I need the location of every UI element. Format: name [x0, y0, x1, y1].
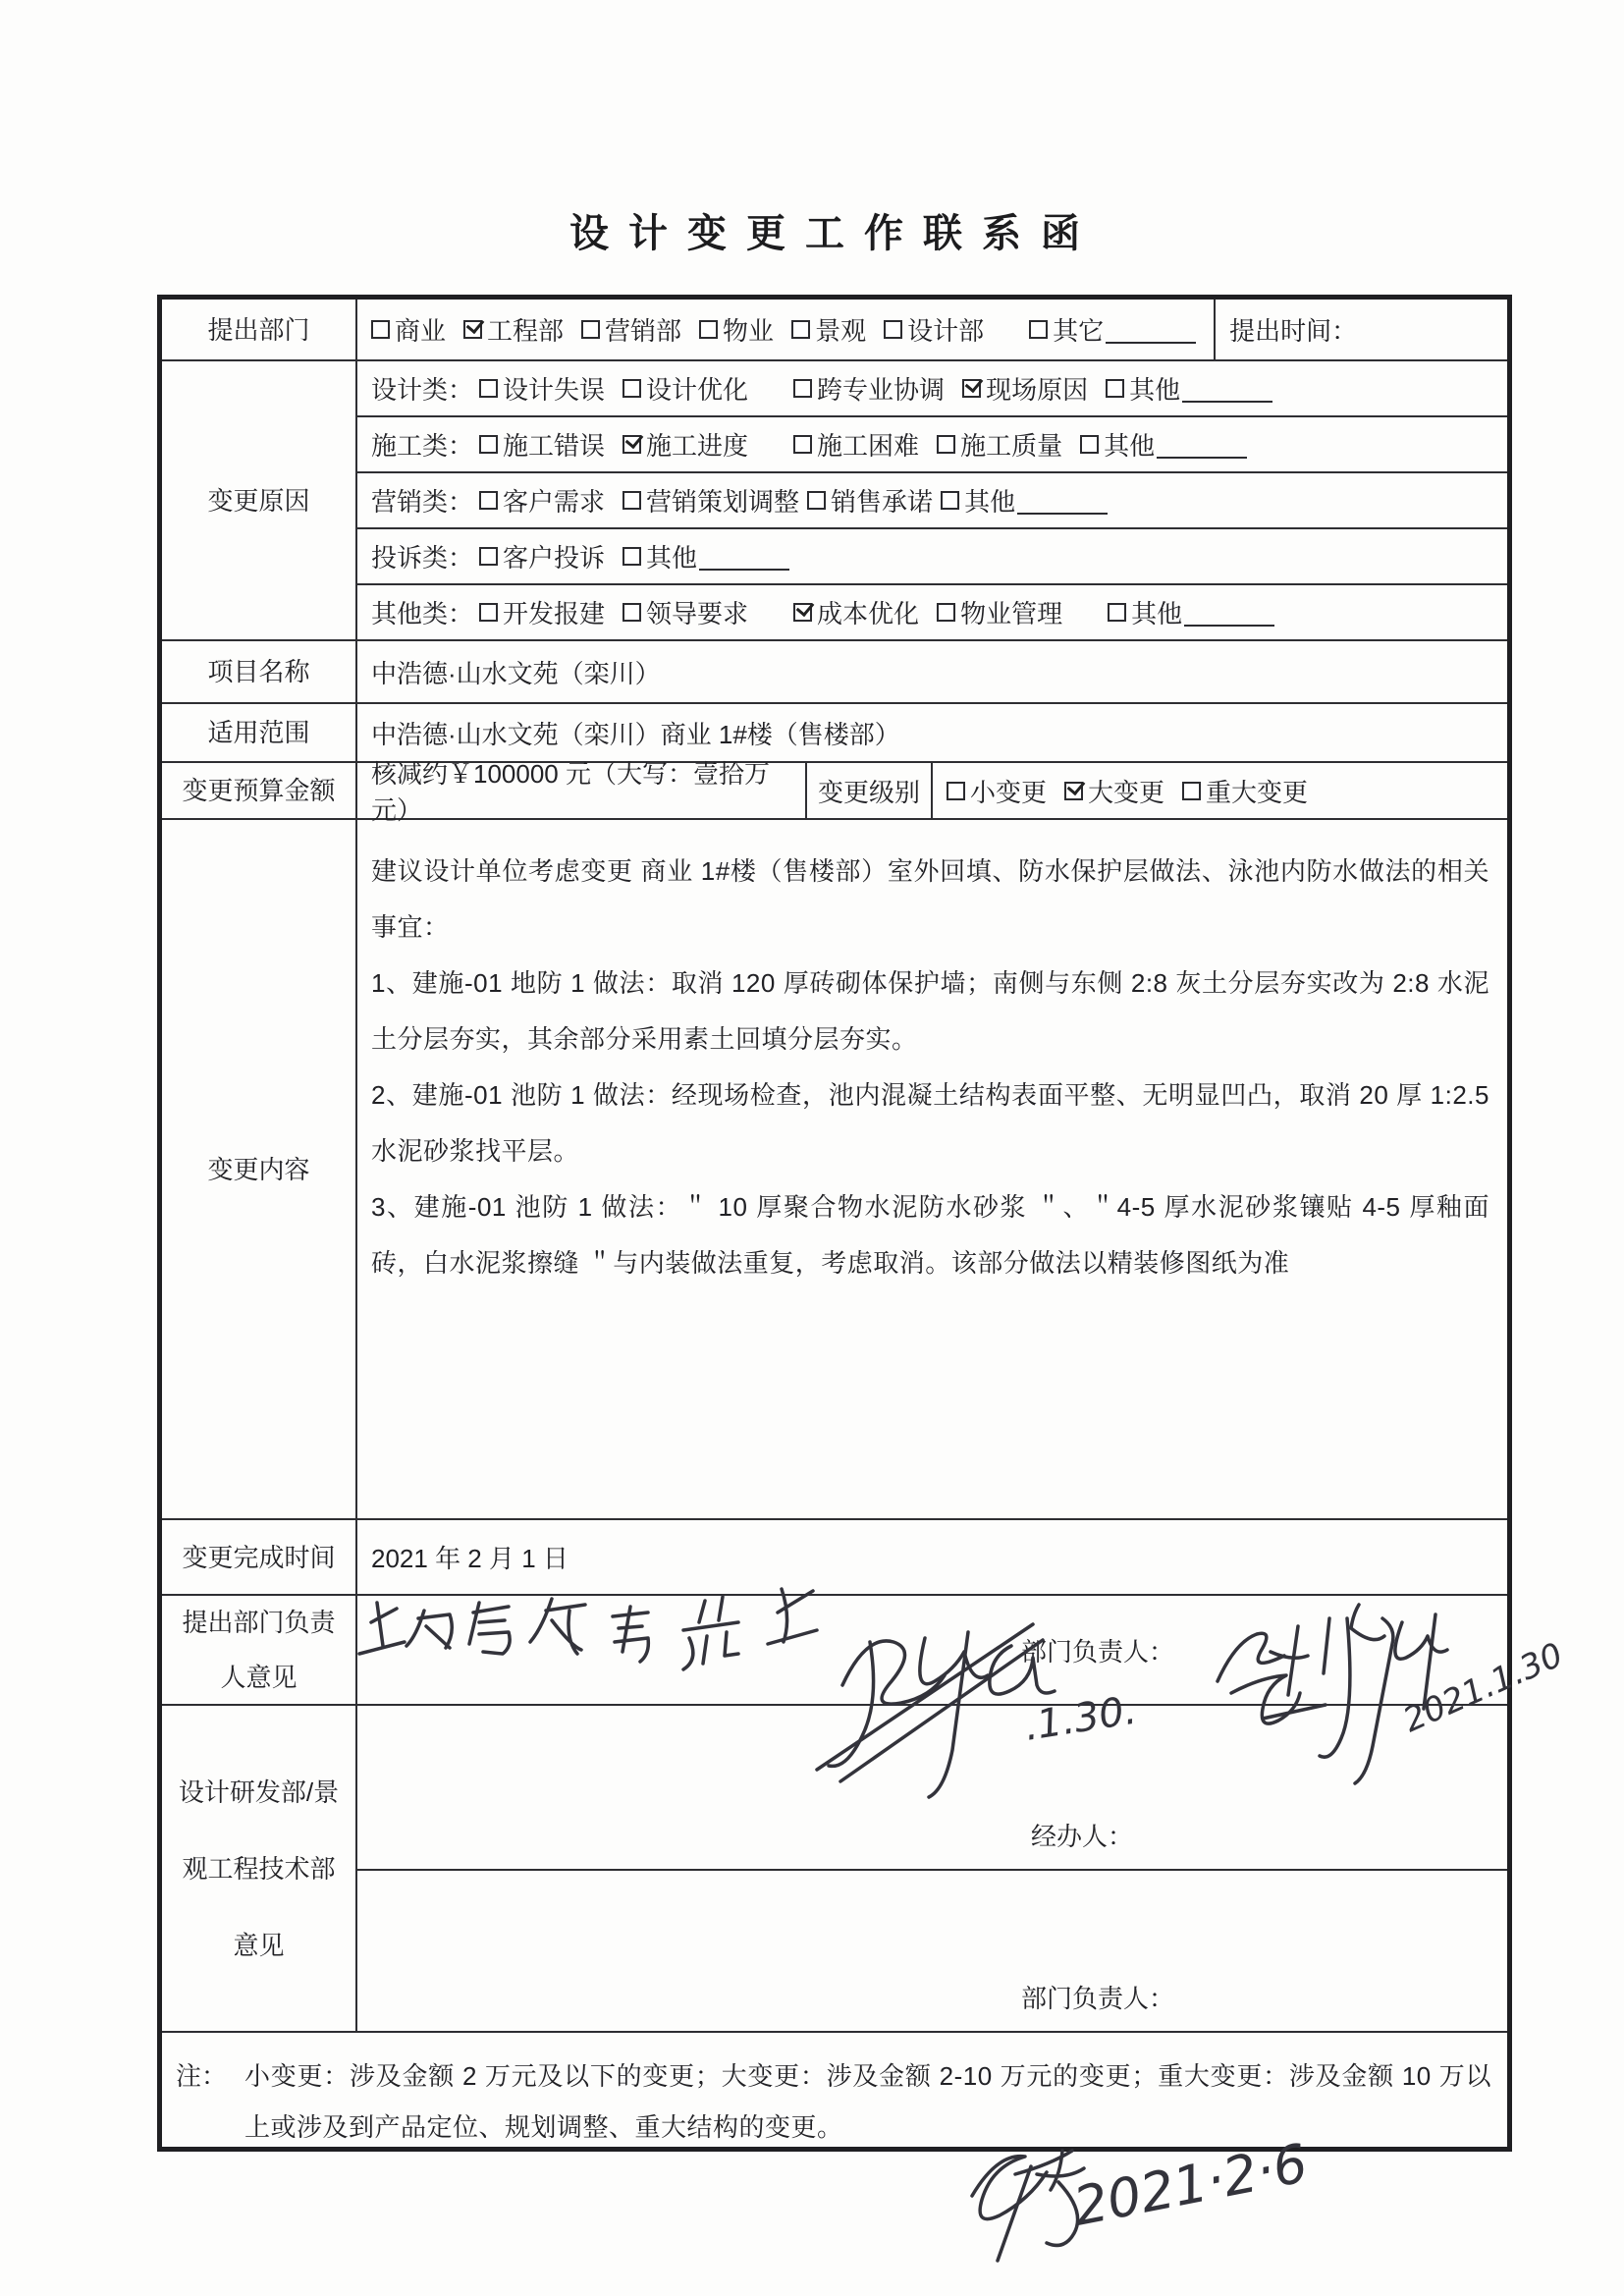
label-change-level: 变更级别	[817, 777, 920, 807]
cell-change-level-options	[933, 763, 1507, 818]
checkbox-option: 其他	[1108, 594, 1274, 630]
checkbox-icon	[623, 435, 641, 454]
checkbox-icon	[479, 435, 498, 454]
checkbox-icon	[699, 320, 718, 339]
budget-amount: 核减约￥100000 元（大写：壹拾万元）	[371, 759, 770, 825]
label-proposer-opinion: 提出部门负责人意见	[162, 1596, 357, 1704]
checkbox-icon	[791, 320, 810, 339]
checkbox-icon	[807, 491, 826, 510]
checkbox-option: 大变更	[1064, 773, 1164, 809]
checkbox-option: 重大变更	[1182, 773, 1308, 809]
checkbox-icon	[623, 547, 641, 566]
checkbox-icon	[962, 379, 981, 398]
label-change-content: 变更内容	[162, 820, 357, 1518]
label-dept-head: 部门负责人：	[1021, 1984, 1175, 2013]
checkbox-option: 设计优化	[623, 370, 748, 407]
blank-line	[1157, 431, 1247, 459]
checkbox-option: 施工困难	[793, 426, 919, 463]
label-dept-head: 部门负责人：	[1021, 1636, 1175, 1667]
reason-row-construction: 施工类： 施工错误 施工进度 施工困难 施工质量 其他	[357, 417, 1507, 473]
label-design-opinion: 设计研发部/景观工程技术部意见	[162, 1706, 357, 2031]
checkbox-option: 客户需求	[479, 482, 605, 519]
reason-row-complaint: 投诉类： 客户投诉 其他	[357, 529, 1507, 585]
checkbox-icon	[1108, 603, 1126, 622]
checkbox-icon	[479, 379, 498, 398]
page-title: 设计变更工作联系函	[569, 212, 1100, 255]
reason-row-other: 其他类： 开发报建 领导要求 成本优化 物业管理 其他	[357, 585, 1507, 639]
checkbox-option: 施工质量	[937, 426, 1062, 463]
subcell-handler	[357, 1706, 1507, 1871]
blank-line	[699, 543, 789, 571]
handwritten-date: 2021.1.30	[1397, 1635, 1569, 1741]
blank-line	[1184, 599, 1274, 627]
reason-row-design: 设计类： 设计失误 设计优化 跨专业协调 现场原因 其他	[357, 361, 1507, 417]
handwritten-date: .1.30.	[1021, 1687, 1140, 1750]
form-table	[157, 295, 1512, 2152]
label-proposing-dept: 提出部门	[162, 300, 357, 359]
row-proposer-opinion	[162, 1596, 1507, 1706]
content-paragraph: 建议设计单位考虑变更 商业 1#楼（售楼部）室外回填、防水保护层做法、泳池内防水做法的相关事宜：	[371, 856, 1489, 942]
row-design-opinion	[162, 1706, 1507, 2033]
checkbox-option: 其他	[1106, 370, 1272, 407]
label-completion-time: 变更完成时间	[162, 1520, 357, 1594]
checkbox-icon	[884, 320, 902, 339]
checkbox-option: 现场原因	[962, 370, 1088, 407]
row-project-name	[162, 641, 1507, 704]
checkbox-option: 营销部	[581, 311, 681, 348]
checkbox-icon	[941, 491, 959, 510]
checkbox-option: 设计部	[884, 311, 984, 348]
checkbox-option: 其他	[941, 482, 1108, 519]
label-handler: 经办人：	[1031, 1822, 1134, 1851]
label-scope: 适用范围	[162, 704, 357, 761]
checkbox-icon	[623, 379, 641, 398]
checkbox-option: 施工进度	[623, 426, 748, 463]
content-paragraph: 3、建施-01 池防 1 做法：＂ 10 厚聚合物水泥防水砂浆 ＂、＂4-5 厚水泥砂浆镶贴 4-5 厚釉面砖，白水泥浆擦缝 ＂与内装做法重复，考虑取消。该部分做法以精装修图纸为准	[371, 1192, 1489, 1278]
cell-proposed-time	[1214, 300, 1507, 359]
checkbox-icon	[947, 782, 965, 800]
checkbox-icon	[793, 435, 812, 454]
content-paragraph: 1、建施-01 地防 1 做法：取消 120 厚砖砌体保护墙；南侧与东侧 2:8 灰土分层夯实改为 2:8 水泥土分层夯实，其余部分采用素土回填分层夯实。	[371, 968, 1489, 1054]
blank-line	[1106, 316, 1196, 344]
handwritten-date: 2021·2·6	[1068, 2132, 1313, 2238]
checkbox-option: 营销策划调整	[623, 482, 799, 519]
checkbox-icon	[1182, 782, 1201, 800]
label-change-reason: 变更原因	[162, 361, 357, 639]
checkbox-option: 销售承诺	[807, 482, 933, 519]
checkbox-icon	[479, 603, 498, 622]
reason-rows	[357, 361, 1507, 639]
blank-line	[1182, 375, 1272, 403]
row-proposing-dept	[162, 300, 1507, 361]
row-note	[162, 2033, 1507, 2147]
row-budget	[162, 759, 1507, 825]
checkbox-icon	[1106, 379, 1124, 398]
checkbox-option: 开发报建	[479, 594, 605, 630]
label-budget: 变更预算金额	[162, 763, 357, 818]
checkbox-option: 跨专业协调	[793, 370, 945, 407]
project-name-value: 中浩德·山水文苑（栾川）	[371, 658, 661, 688]
checkbox-icon	[623, 491, 641, 510]
checkbox-icon	[1029, 320, 1048, 339]
note-label: 注：	[176, 2061, 228, 2091]
checkbox-icon	[793, 603, 812, 622]
checkbox-option: 小变更	[947, 773, 1047, 809]
cell-change-level-label	[807, 763, 933, 818]
checkbox-option: 物业	[699, 311, 774, 348]
checkbox-option: 其他	[1080, 426, 1247, 463]
row-change-content	[162, 820, 1507, 1520]
cell-note	[162, 2033, 1507, 2147]
cell-completion-time	[357, 1520, 1507, 1594]
checkbox-icon	[479, 491, 498, 510]
subcell-dept-head	[357, 1871, 1507, 2031]
cell-change-content	[357, 820, 1507, 1518]
completion-time-value: 2021 年 2 月 1 日	[371, 1544, 568, 1573]
row-change-reason	[162, 361, 1507, 641]
checkbox-option: 客户投诉	[479, 538, 605, 574]
scope-value: 中浩德·山水文苑（栾川）商业 1#楼（售楼部）	[371, 719, 900, 749]
checkbox-icon	[793, 379, 812, 398]
checkbox-option: 设计失误	[479, 370, 605, 407]
checkbox-icon	[1080, 435, 1099, 454]
checkbox-option: 商业	[371, 311, 446, 348]
dept-options	[357, 300, 1214, 359]
reason-row-marketing: 营销类： 客户需求 营销策划调整 销售承诺 其他	[357, 473, 1507, 529]
checkbox-option: 物业管理	[937, 594, 1062, 630]
checkbox-option: 其它	[1029, 311, 1196, 348]
checkbox-option: 成本优化	[793, 594, 919, 630]
label-project-name: 项目名称	[162, 641, 357, 702]
note-text: 小变更：涉及金额 2 万元及以下的变更；大变更：涉及金额 2-10 万元的变更；重大变更：涉及金额 10 万以上或涉及到产品定位、规划调整、重大结构的变更。	[244, 2061, 1491, 2142]
row-completion-time	[162, 1520, 1507, 1596]
checkbox-icon	[1064, 782, 1083, 800]
checkbox-option: 领导要求	[623, 594, 748, 630]
checkbox-option: 工程部	[463, 311, 564, 348]
checkbox-option: 景观	[791, 311, 866, 348]
checkbox-icon	[937, 435, 955, 454]
checkbox-option: 施工错误	[479, 426, 605, 463]
cell-design-opinion	[357, 1706, 1507, 2031]
cell-proposer-opinion	[357, 1596, 1507, 1704]
checkbox-icon	[371, 320, 390, 339]
checkbox-icon	[623, 603, 641, 622]
cell-project-name	[357, 641, 1507, 702]
row-scope	[162, 704, 1507, 763]
cell-scope	[357, 704, 1507, 761]
checkbox-icon	[479, 547, 498, 566]
checkbox-option: 其他	[623, 538, 789, 574]
cell-budget-amount	[357, 759, 807, 825]
checkbox-icon	[463, 320, 482, 339]
blank-line	[1017, 487, 1108, 515]
content-paragraph: 2、建施-01 池防 1 做法：经现场检查，池内混凝土结构表面平整、无明显凹凸，取消 20 厚 1:2.5 水泥砂浆找平层。	[371, 1080, 1489, 1166]
checkbox-icon	[937, 603, 955, 622]
checkbox-icon	[581, 320, 600, 339]
label-proposed-time: 提出时间：	[1229, 316, 1358, 346]
